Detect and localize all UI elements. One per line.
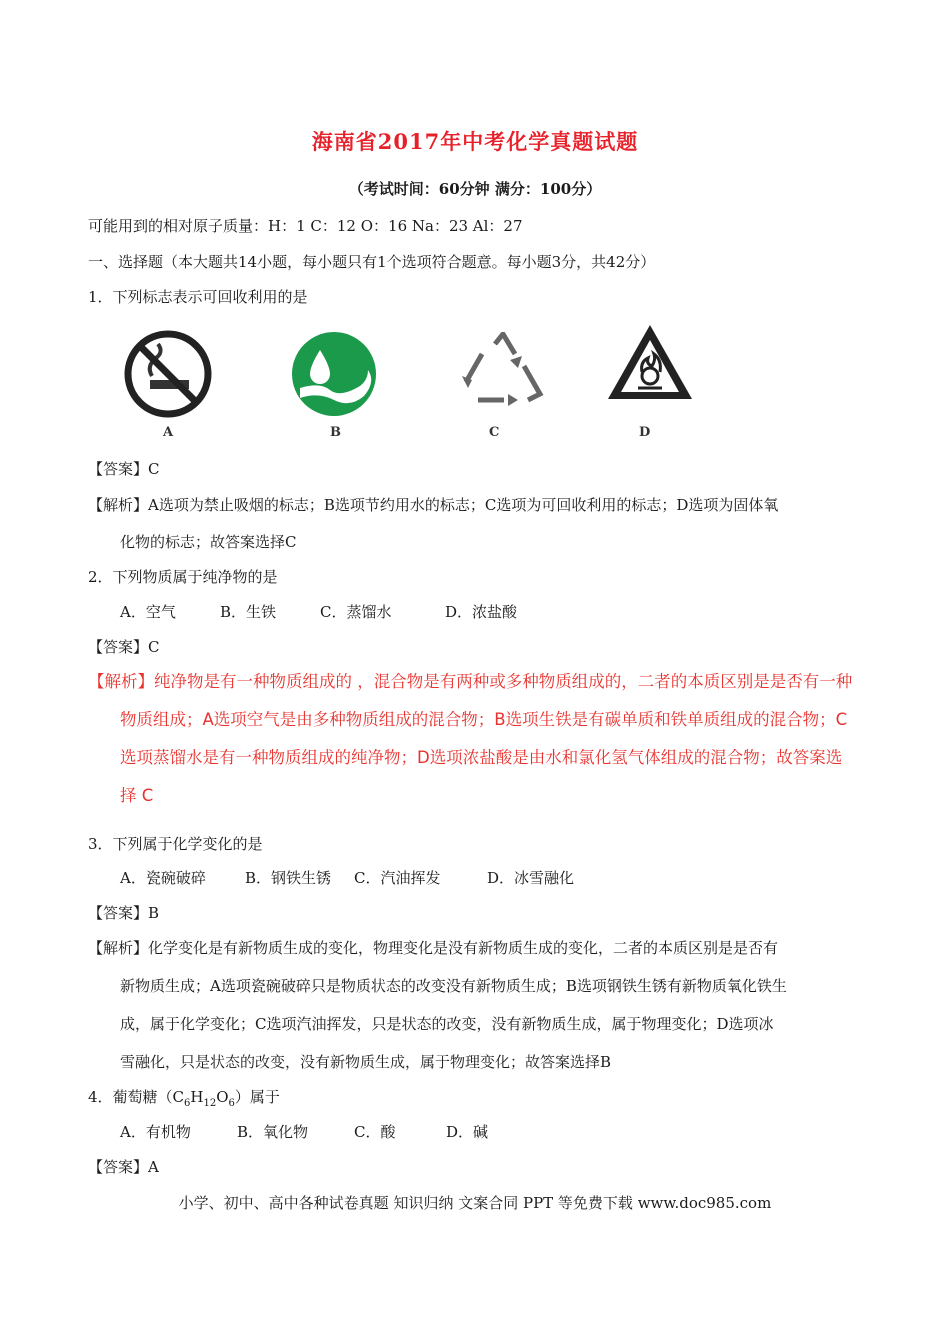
question-2-option-b: B．生铁 (220, 603, 277, 621)
question-3-option-a: A．瓷碗破碎 (120, 869, 206, 887)
sign-label-b: B (330, 425, 341, 440)
question-4-option-a: A．有机物 (120, 1123, 191, 1141)
question-2-analysis-cont: 物质组成；A选项空气是由多种物质组成的混合物；B选项生铁是有碳单质和铁单质组成的混合物；C (120, 710, 848, 729)
question-2-analysis-cont: 择 C (120, 786, 154, 805)
question-3-stem: 3．下列属于化学变化的是 (88, 835, 263, 853)
question-3-option-d: D．冰雪融化 (487, 869, 575, 887)
question-2-option-c: C．蒸馏水 (320, 603, 392, 621)
no-smoking-icon (122, 328, 214, 420)
question-2-answer: 【答案】C (88, 638, 160, 656)
section-heading: 一、选择题（本大题共14小题，每小题只有1个选项符合题意。每小题3分，共42分） (88, 253, 656, 271)
question-1-stem: 1．下列标志表示可回收利用的是 (88, 288, 308, 306)
question-4-option-c: C．酸 (354, 1123, 396, 1141)
question-4-option-d: D．碱 (446, 1123, 489, 1141)
question-3-option-c: C．汽油挥发 (354, 869, 441, 887)
page-footer: 小学、初中、高中各种试卷真题 知识归纳 文案合同 PPT 等免费下载 www.doc985.com (178, 1194, 772, 1212)
atomic-masses: 可能用到的相对原子质量：H：1 C：12 O：16 Na：23 Al：27 (88, 217, 523, 235)
question-1-analysis-cont: 化物的标志；故答案选择C (120, 533, 297, 551)
sign-label-c: C (489, 425, 500, 440)
question-4-stem: 4．葡萄糖$(C_6H_{12}O_6)$属于 (88, 1088, 280, 1109)
question-2-stem: 2．下列物质属于纯净物的是 (88, 568, 278, 586)
exam-info: （考试时间：60分钟 满分：100分） (348, 180, 602, 198)
question-2-option-d: D．浓盐酸 (445, 603, 518, 621)
oxidizer-warning-icon (606, 322, 694, 402)
glucose-formula: $C_6H_{12}O_6$ (172, 1088, 235, 1109)
question-3-answer: 【答案】B (88, 904, 160, 922)
recycle-icon (458, 332, 548, 408)
question-4-option-b: B．氧化物 (237, 1123, 309, 1141)
question-3-analysis-cont: 雪融化，只是状态的改变，没有新物质生成，属于物理变化；故答案选择B (120, 1053, 612, 1071)
question-2-analysis-cont: 选项蒸馏水是有一种物质组成的纯净物；D选项浓盐酸是由水和氯化氢气体组成的混合物；故答案选 (120, 748, 843, 767)
page-title: 海南省2017年中考化学真题试题 (311, 129, 639, 154)
question-2-analysis: 【解析】纯净物是有一种物质组成的 ，混合物是有两种或多种物质组成的，二者的本质区别是是否有一种 (88, 672, 853, 691)
question-3-analysis: 【解析】化学变化是有新物质生成的变化，物理变化是没有新物质生成的变化，二者的本质区别是是否有 (88, 939, 779, 957)
sign-label-a: A (163, 425, 174, 440)
question-3-analysis-cont: 成，属于化学变化；C选项汽油挥发，只是状态的改变，没有新物质生成，属于物理变化；D选项冰 (120, 1015, 774, 1033)
question-3-analysis-cont: 新物质生成；A选项瓷碗破碎只是物质状态的改变没有新物质生成；B选项钢铁生锈有新物质氧化铁生 (120, 977, 787, 995)
question-4-answer: 【答案】A (88, 1158, 159, 1176)
question-1-analysis: 【解析】A选项为禁止吸烟的标志；B选项节约用水的标志；C选项为可回收利用的标志；D选项为固体氧 (88, 496, 779, 514)
question-3-option-b: B．钢铁生锈 (245, 869, 332, 887)
sign-label-d: D (639, 425, 651, 440)
question-2-option-a: A．空气 (120, 603, 176, 621)
question-1-answer: 【答案】C (88, 460, 160, 478)
water-saving-icon (290, 330, 378, 418)
